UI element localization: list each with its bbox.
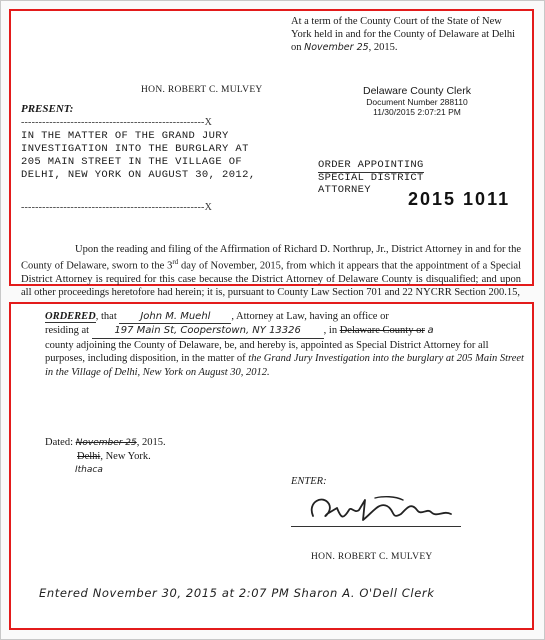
attorney-text: , Attorney at Law, having an office or bbox=[231, 311, 389, 322]
caption-line: IN THE MATTER OF THE GRAND JURY bbox=[21, 130, 229, 142]
filing-number-stamp: 2015 1011 bbox=[408, 189, 511, 209]
ordered-body-italic: the Grand Jury Investigation into the burglary at 205 Main Street in the Village of Delhi, New York on August 30, 2012. bbox=[45, 353, 524, 378]
address-handwritten: 197 Main St, Cooperstown, NY 13326 bbox=[92, 324, 324, 338]
signing-judge: HON. ROBERT C. MULVEY bbox=[311, 552, 433, 562]
clerk-entry-note: Entered November 30, 2015 at 2:07 PM Sharon A. O'Dell Clerk bbox=[39, 586, 435, 600]
signature-line bbox=[291, 526, 461, 527]
term-year: , 2015. bbox=[368, 42, 398, 53]
judge-signature bbox=[303, 490, 463, 530]
recital-paragraph bbox=[21, 243, 521, 299]
presiding-judge: HON. ROBERT C. MULVEY bbox=[141, 85, 263, 95]
attorney-name-handwritten: John M. Muehl bbox=[119, 310, 231, 324]
dated-year: , 2015. bbox=[136, 437, 166, 448]
recital-text-a: Upon the reading and filing of the Affirmation of Richard D. Northrup, Jr., District Attorney in and for the County of Delaware, sworn to the 3 bbox=[21, 244, 521, 272]
dated-handwritten: November 25 bbox=[75, 438, 137, 448]
handwritten-place: Ithaca bbox=[75, 465, 103, 475]
struck-place: Delhi bbox=[77, 451, 101, 462]
recital-superscript: rd bbox=[172, 258, 179, 267]
term-text: At a term of the County Court of the State of New York held in and for the County of Delaware at Delhi on bbox=[291, 16, 516, 53]
stamp-document-number: Document Number 288110 bbox=[366, 97, 468, 107]
order-title-line: ORDER APPOINTING bbox=[318, 159, 424, 171]
caption-line: INVESTIGATION INTO THE BURGLARY AT bbox=[21, 143, 249, 155]
caption-separator-bottom: ----------------------------------------------------X bbox=[21, 202, 212, 213]
caption-line: DELHI, NEW YORK ON AUGUST 30, 2012, bbox=[21, 169, 256, 181]
handwritten-a: a bbox=[427, 325, 434, 337]
dated-label: Dated: bbox=[45, 437, 73, 448]
court-term-statement bbox=[291, 15, 521, 54]
recital-text-b: day of November, 2015, from which it appears that the appointment of a Special District Attorney is required for this case because the District Attorney of Delaware County is disqualified; and upon all other proceedings heretofore had herein; it is, pursuant to County Law Section 701 and 22 NYCRR Section 200.15, bbox=[21, 260, 521, 299]
dated-block bbox=[45, 436, 166, 477]
document-page-top bbox=[9, 9, 534, 299]
in-text: , in bbox=[323, 325, 338, 337]
ordered-paragraph bbox=[45, 310, 525, 379]
ordered-body: county adjoining the County of Delaware, be, and hereby is, appointed as Special District Attorney for all purposes, including disposition, in the matter of bbox=[45, 339, 489, 365]
caption-line: 205 MAIN STREET IN THE VILLAGE OF bbox=[21, 156, 243, 168]
clerk-filing-stamp bbox=[363, 85, 471, 117]
case-caption bbox=[21, 130, 256, 182]
place-suffix: , New York. bbox=[100, 451, 151, 462]
term-date-handwritten: November 25 bbox=[304, 42, 369, 53]
order-title-line: ATTORNEY bbox=[318, 184, 371, 196]
stamp-timestamp: 11/30/2015 2:07:21 PM bbox=[373, 107, 461, 117]
stamp-clerk: Delaware County Clerk bbox=[363, 85, 471, 97]
ordered-that: , that bbox=[95, 311, 117, 322]
enter-label: ENTER: bbox=[291, 476, 327, 487]
residing-at-label: residing at bbox=[45, 325, 90, 337]
present-label: PRESENT: bbox=[21, 103, 74, 115]
struck-county-text: Delaware County or bbox=[339, 325, 425, 337]
caption-separator-top: ----------------------------------------------------X bbox=[21, 117, 212, 128]
document-page-bottom bbox=[9, 302, 534, 630]
order-title-line: SPECIAL DISTRICT bbox=[318, 171, 424, 184]
ordered-label: ORDERED bbox=[45, 311, 96, 322]
